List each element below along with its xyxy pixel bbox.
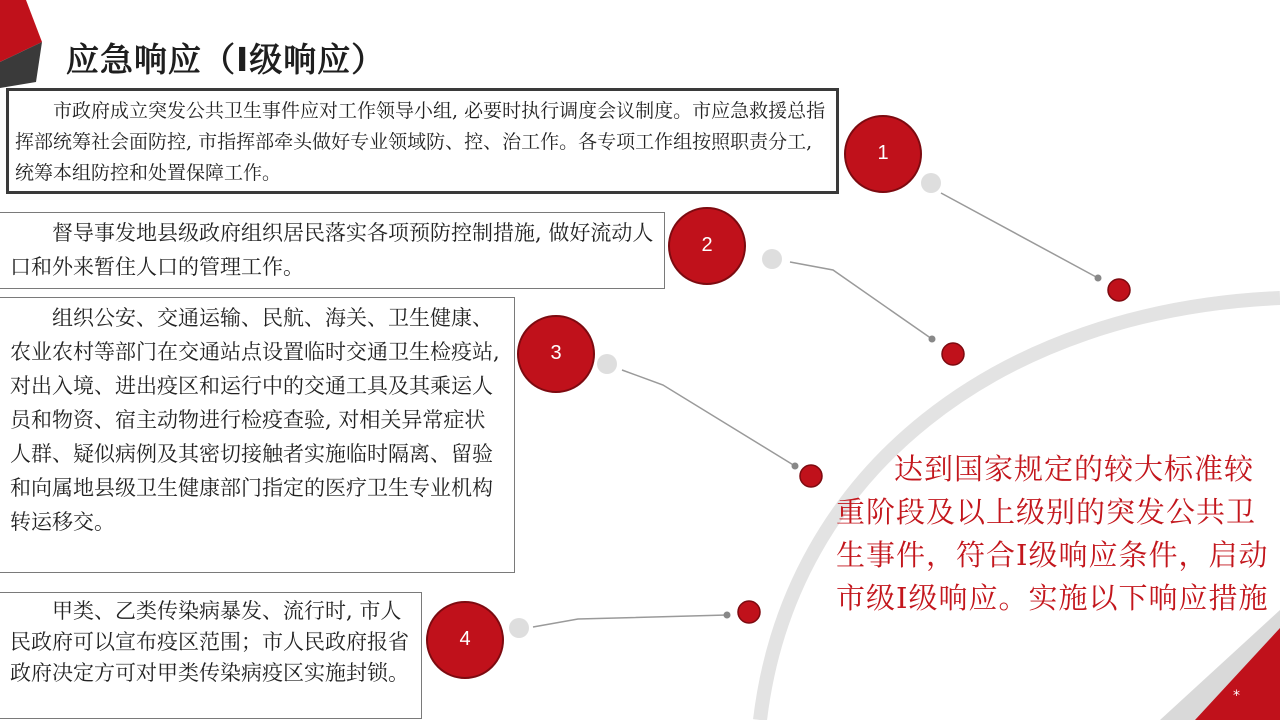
gray-dot-1 [921, 173, 941, 193]
measure-text-1: 市政府成立突发公共卫生事件应对工作领导小组, 必要时执行调度会议制度。市应急救援总指挥部统筹社会面防控, 市指挥部牵头做好专业领域防、控、治工作。各专项工作组按照职责分工, 统筹本组防控和处置保障工作。 [15, 100, 826, 184]
red-marker-1 [1108, 279, 1130, 301]
page-number-mark: * [1233, 688, 1240, 704]
connector-line-3 [622, 370, 795, 466]
measure-box-4 [0, 592, 422, 719]
badge-number-3: 3 [550, 342, 562, 364]
badge-number-2: 2 [701, 234, 713, 256]
connector-dot-3 [792, 463, 799, 470]
red-marker-4 [738, 601, 760, 623]
measure-box-1 [6, 88, 839, 194]
measure-box-2 [0, 212, 665, 289]
response-callout [836, 448, 1276, 620]
connector-dot-1 [1095, 275, 1102, 282]
measure-text-4: 甲类、乙类传染病暴发、流行时, 市人民政府可以宣布疫区范围；市人民政府报省政府决定方可对甲类传染病疫区实施封锁。 [10, 599, 409, 685]
callout-text: 达到国家规定的较大标准较重阶段及以上级别的突发公共卫生事件，符合Ⅰ级响应条件，启动市级Ⅰ级响应。实施以下响应措施 [836, 452, 1269, 615]
red-marker-3 [800, 465, 822, 487]
badge-number-1: 1 [877, 142, 889, 164]
red-marker-2 [942, 343, 964, 365]
gray-dot-4 [509, 618, 529, 638]
connector-line-2 [790, 262, 932, 339]
connector-dot-2 [929, 336, 936, 343]
connector-dot-4 [724, 612, 731, 619]
measure-text-2: 督导事发地县级政府组织居民落实各项预防控制措施, 做好流动人口和外来暂住人口的管理工作。 [10, 221, 654, 279]
badge-number-4: 4 [459, 628, 471, 650]
gray-dot-2 [762, 249, 782, 269]
gray-dot-3 [597, 354, 617, 374]
measure-box-3 [0, 297, 515, 573]
page-title: 应急响应（Ⅰ级响应） [66, 40, 386, 79]
connector-line-4 [533, 615, 727, 627]
measure-text-3: 组织公安、交通运输、民航、海关、卫生健康、农业农村等部门在交通站点设置临时交通卫生检疫站, 对出入境、进出疫区和运行中的交通工具及其乘运人员和物资、宿主动物进行检疫查验, 对相关异常症状人群、疑似病例及其密切接触者实施临时隔离、留验和向属地县级卫生健康部门指定的医疗卫生专业机构转运移交。 [10, 306, 500, 534]
connector-line-1 [941, 193, 1098, 278]
